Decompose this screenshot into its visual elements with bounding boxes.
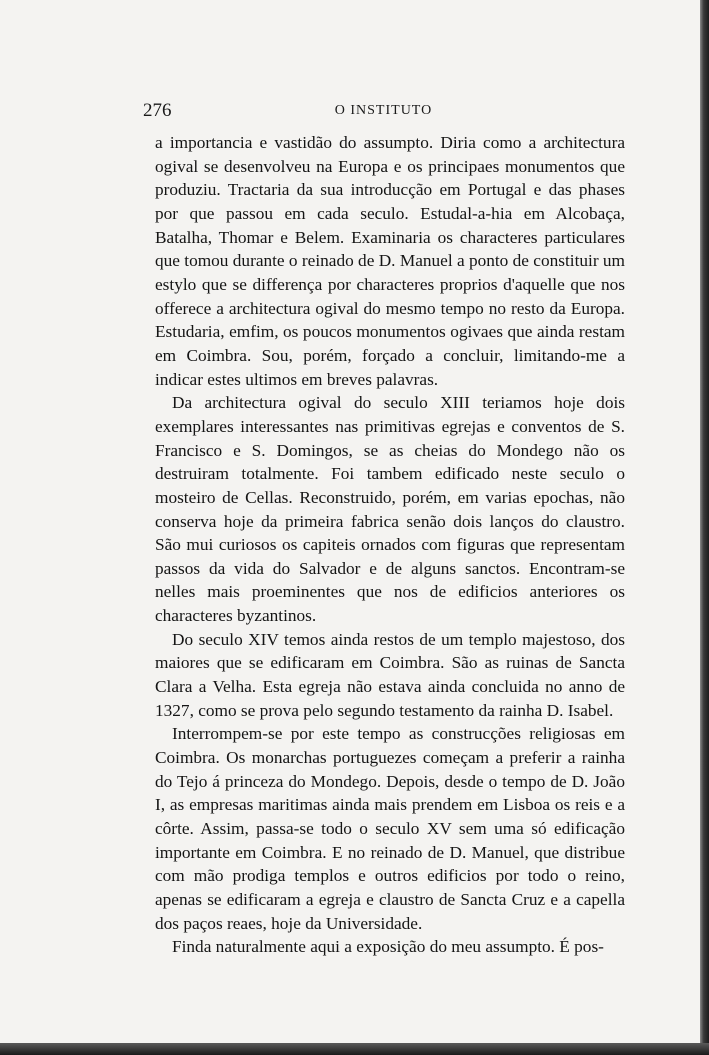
scan-border: [0, 1043, 709, 1055]
paragraph: Do seculo XIV temos ainda restos de um templo majestoso, dos maiores que se edificaram em Coimbra. São as ruinas de Sancta Clara a Velha. Esta egreja não estava ainda concluida no anno de 1327, como se prova pelo segundo testamento da rainha D. Isabel.: [155, 629, 625, 720]
paragraph: Interrompem-se por este tempo as construcções religiosas em Coimbra. Os monarchas portuguezes começam a preferir a rainha do Tejo á princeza do Mondego. Depois, desde o tempo de D. João I, as empresas maritimas ainda mais prendem em Lisboa os reis e a côrte. Assim, passa-se todo o seculo XV sem uma só edificação importante em Coimbra. E no reinado de D. Manuel, que distribue com mão prodiga templos e outros edificios por todo o reino, apenas se edificaram a egreja e claustro de Sancta Cruz e a capella dos paços reaes, hoje da Universidade.: [155, 724, 625, 933]
page-header: [143, 100, 624, 126]
paragraph: a importancia e vastidão do assumpto. Diria como a architectura ogival se desenvolveu na Europa e os principaes monumentos que produziu. Tractaria da sua introducção em Portugal e das phases por que passou em cada seculo. Estudal-a-hia em Alcobaça, Batalha, Thomar e Belem. Examinaria os characteres particulares que tomou durante o reinado de D. Manuel a ponto de constituir um estylo que se differença por characteres proprios d'aquelle que nos offerece a architectura ogival do mesmo tempo no resto da Europa. Estudaria, emfim, os poucos monumentos ogivaes que ainda restam em Coimbra. Sou, porém, forçado a concluir, limitando-me a indicar estes ultimos em breves palavras.: [155, 133, 625, 389]
paragraph: Da architectura ogival do seculo XIII teriamos hoje dois exemplares interessantes nas primitivas egrejas e conventos de S. Francisco e S. Domingos, se as cheias do Mondego não os destruiram totalmente. Foi tambem edificado neste seculo o mosteiro de Cellas. Reconstruido, porém, em varias epochas, não conserva hoje da primeira fabrica senão dois lanços do claustro. São mui curiosos os capiteis ornados com figuras que representam passos da vida do Salvador e de alguns sanctos. Encontram-se nelles mais proeminentes que nos de edificios anteriores os characteres byzantinos.: [155, 393, 625, 626]
running-head: O INSTITUTO: [334, 103, 433, 118]
page-number: 276: [143, 100, 172, 121]
body-text: [155, 131, 625, 959]
page-edge-shadow: [700, 0, 709, 1055]
paragraph: Finda naturalmente aqui a exposição do meu assumpto. É pos-: [172, 937, 604, 957]
